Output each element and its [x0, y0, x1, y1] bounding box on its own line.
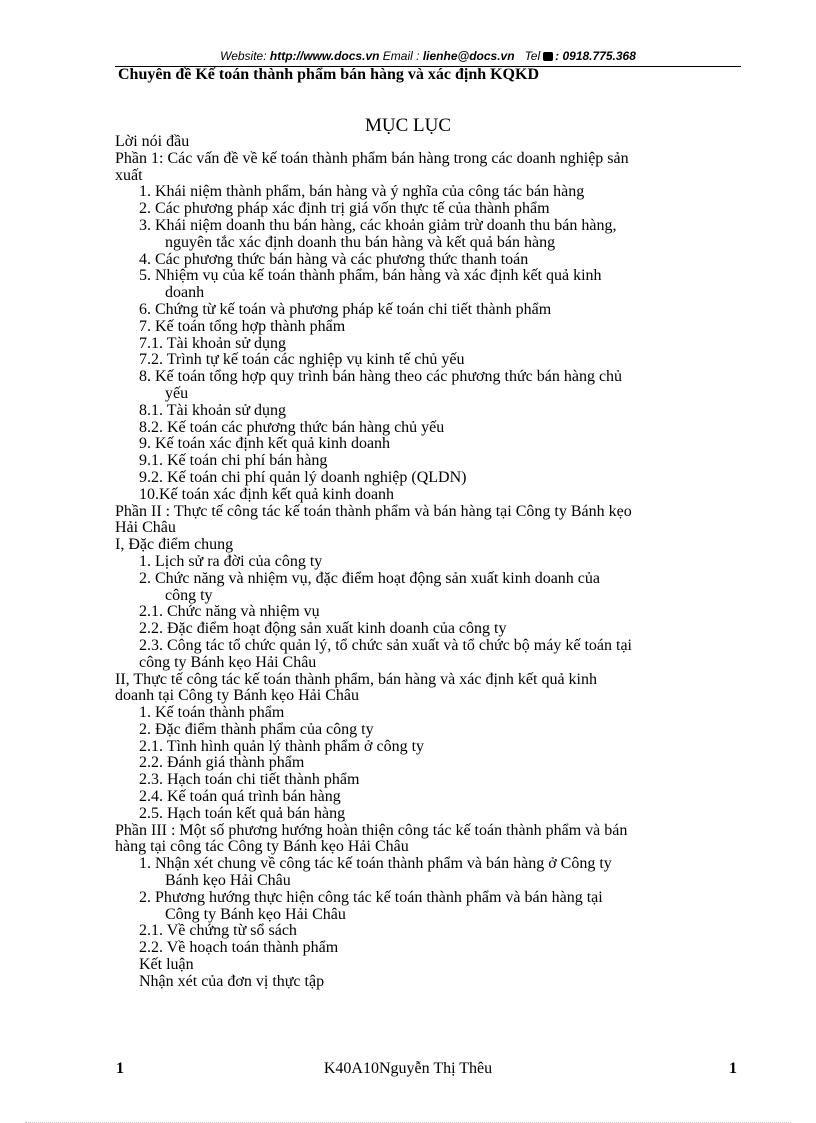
- email-label: Email :: [382, 49, 420, 63]
- toc-entry[interactable]: Hải Châu: [115, 519, 176, 537]
- toc-entry[interactable]: 2.1. Về chứng từ sổ sách: [139, 922, 297, 940]
- phone-label: Tel: [524, 49, 541, 63]
- toc-entry[interactable]: Lời nói đầu: [115, 133, 190, 150]
- toc-entry[interactable]: 6. Chứng từ kế toán và phương pháp kế toán chi tiết thành phẩm: [139, 300, 552, 318]
- telephone-icon: [543, 52, 553, 61]
- toc-entry[interactable]: 9.1. Kế toán chi phí bán hàng: [139, 452, 328, 470]
- toc-entry[interactable]: II, Thực tế công tác kế toán thành phẩm, bán hàng và xác định kết quả kinh: [115, 670, 597, 688]
- toc-entry[interactable]: 9. Kế toán xác định kết quả kinh doanh: [139, 435, 391, 453]
- toc-entry[interactable]: doanh tại Công ty Bánh kẹo Hải Châu: [115, 687, 359, 705]
- toc-entry[interactable]: 2.1. Chức năng và nhiệm vụ: [139, 603, 320, 621]
- toc-entry[interactable]: 1. Nhận xét chung về công tác kế toán thành phẩm và bán hàng ở Công ty: [139, 855, 612, 873]
- email-address[interactable]: lienhe@docs.vn: [422, 49, 515, 63]
- footer-author: K40A10Nguyễn Thị Thêu: [323, 1060, 493, 1077]
- toc-entry[interactable]: Nhận xét của đơn vị thực tập: [139, 972, 325, 990]
- toc-entry[interactable]: Phần 1: Các vấn đề về kế toán thành phẩm bán hàng trong các doanh nghiệp sản: [115, 149, 629, 167]
- table-of-contents: [115, 134, 735, 991]
- toc-entry[interactable]: 2.3. Công tác tổ chức quản lý, tổ chức sản xuất và tổ chức bộ máy kế toán tại: [139, 636, 632, 654]
- toc-entry[interactable]: 2.2. Về hoạch toán thành phẩm: [139, 939, 339, 957]
- toc-entry[interactable]: 9.2. Kế toán chi phí quản lý doanh nghiệp (QLDN): [139, 468, 467, 486]
- toc-entry[interactable]: 7. Kế toán tổng hợp thành phẩm: [139, 317, 346, 335]
- website-label: Website:: [220, 49, 267, 63]
- toc-entry[interactable]: 8.2. Kế toán các phương thức bán hàng chủ yếu: [139, 418, 445, 436]
- phone-number: : 0918.775.368: [555, 49, 636, 63]
- toc-entry[interactable]: 2. Các phương pháp xác định trị giá vốn thực tế của thành phẩm: [139, 200, 550, 218]
- page-number-right: 1: [729, 1060, 737, 1077]
- toc-entry[interactable]: 2.1. Tình hình quản lý thành phẩm ở công ty: [139, 737, 425, 755]
- toc-entry[interactable]: 7.2. Trình tự kế toán các nghiệp vụ kinh tế chủ yếu: [139, 351, 465, 369]
- toc-entry[interactable]: 2.5. Hạch toán kết quả bán hàng: [139, 804, 346, 822]
- toc-entry[interactable]: 10.Kế toán xác định kết quả kinh doanh: [139, 485, 395, 503]
- toc-entry[interactable]: Kết luận: [139, 956, 194, 974]
- toc-entry[interactable]: 2.2. Đặc điểm hoạt động sản xuất kinh doanh của công ty: [139, 620, 507, 638]
- toc-entry[interactable]: Phần III : Một số phương hướng hoàn thiện công tác kế toán thành phẩm và bán: [115, 821, 628, 839]
- toc-entry[interactable]: xuất: [115, 166, 143, 184]
- toc-entry[interactable]: 2.2. Đánh giá thành phẩm: [139, 754, 305, 772]
- toc-entry[interactable]: 7.1. Tài khoản sử dụng: [139, 334, 287, 352]
- toc-entry[interactable]: 1. Khái niệm thành phẩm, bán hàng và ý nghĩa của công tác bán hàng: [139, 183, 585, 201]
- toc-entry[interactable]: 5. Nhiệm vụ của kế toán thành phẩm, bán hàng và xác định kết quả kinh: [139, 267, 602, 285]
- toc-entry[interactable]: 8.1. Tài khoản sử dụng: [139, 401, 287, 419]
- toc-entry[interactable]: yếu: [165, 384, 189, 402]
- toc-entry[interactable]: 4. Các phương thức bán hàng và các phương thức thanh toán: [139, 250, 529, 268]
- website-url[interactable]: http://www.docs.vn: [269, 49, 380, 63]
- toc-entry[interactable]: 1. Lịch sử ra đời của công ty: [139, 552, 323, 570]
- toc-entry[interactable]: 2.3. Hạch toán chi tiết thành phẩm: [139, 771, 360, 789]
- document-title: Chuyên đề Kế toán thành phẩm bán hàng và xác định KQKD: [118, 66, 539, 83]
- toc-entry[interactable]: 8. Kế toán tổng hợp quy trình bán hàng theo các phương thức bán hàng chủ: [139, 368, 623, 386]
- toc-heading: MỤC LỤC: [364, 115, 452, 136]
- page-number-left: 1: [116, 1060, 124, 1077]
- toc-entry[interactable]: công ty: [165, 586, 213, 604]
- toc-entry[interactable]: nguyên tắc xác định doanh thu bán hàng và kết quả bán hàng: [165, 233, 556, 251]
- toc-entry[interactable]: doanh: [165, 284, 205, 302]
- toc-entry[interactable]: 2. Chức năng và nhiệm vụ, đặc điểm hoạt động sản xuất kinh doanh của: [139, 569, 601, 587]
- toc-entry[interactable]: Công ty Bánh kẹo Hải Châu: [165, 905, 346, 923]
- page-header: [115, 48, 741, 64]
- toc-entry[interactable]: 1. Kế toán thành phẩm: [139, 704, 285, 722]
- toc-entry[interactable]: 2. Đặc điểm thành phẩm của công ty: [139, 720, 374, 738]
- toc-entry[interactable]: 3. Khái niệm doanh thu bán hàng, các khoản giảm trừ doanh thu bán hàng,: [139, 216, 617, 234]
- toc-entry[interactable]: Bánh kẹo Hải Châu: [165, 872, 291, 890]
- toc-entry[interactable]: 2.4. Kế toán quá trình bán hàng: [139, 788, 341, 806]
- toc-entry[interactable]: 2. Phương hướng thực hiện công tác kế toán thành phẩm và bán hàng tại: [139, 888, 603, 906]
- toc-entry[interactable]: I, Đặc điểm chung: [115, 536, 234, 554]
- toc-entry[interactable]: hàng tại công tác Công ty Bánh kẹo Hải Châu: [115, 838, 409, 856]
- toc-entry[interactable]: công ty Bánh kẹo Hải Châu: [139, 653, 317, 671]
- toc-entry[interactable]: Phần II : Thực tế công tác kế toán thành phẩm và bán hàng tại Công ty Bánh kẹo: [115, 502, 632, 520]
